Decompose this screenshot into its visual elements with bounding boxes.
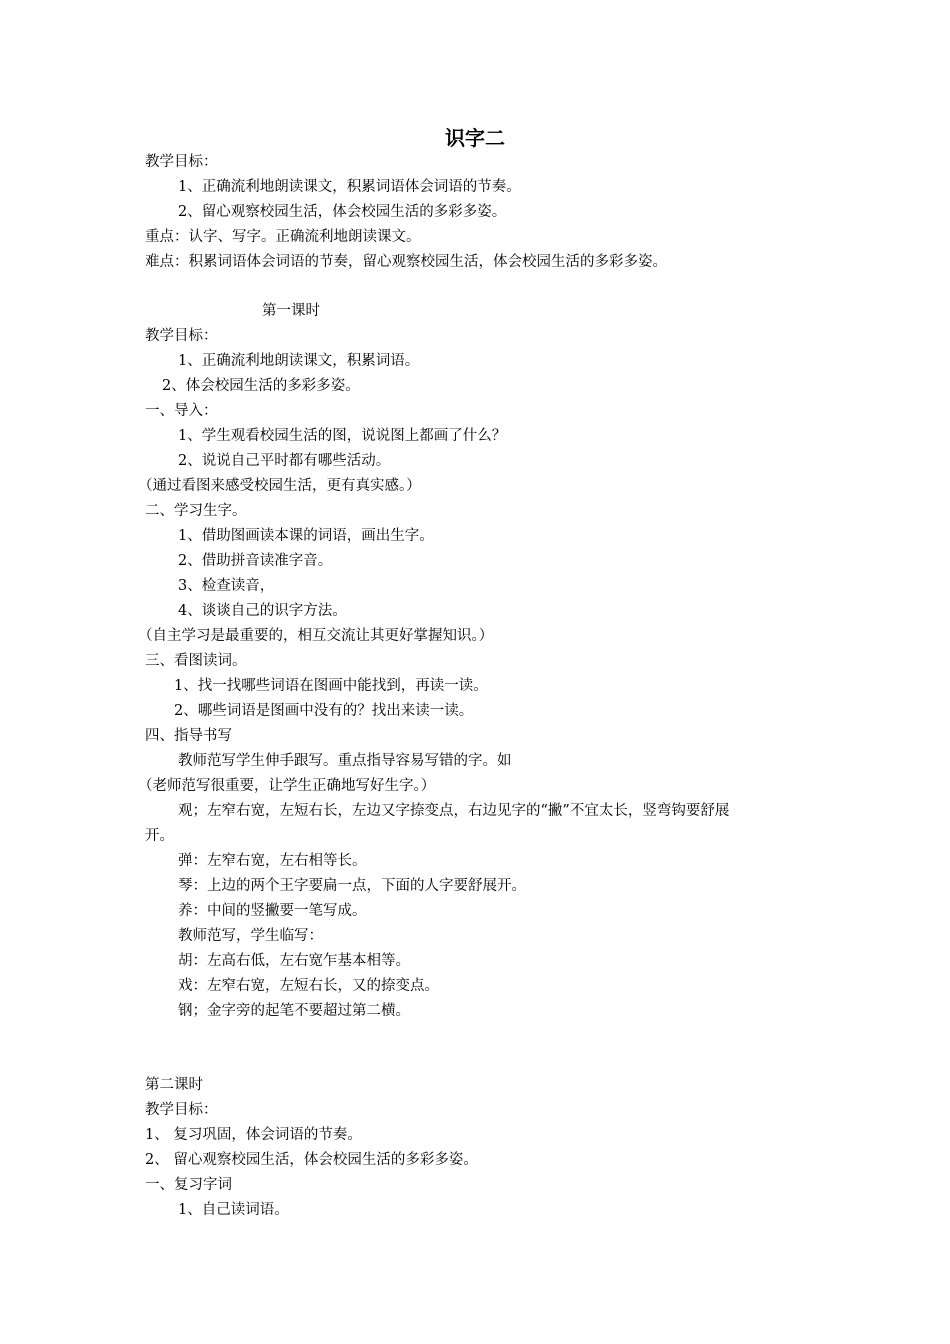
text-line: 1、正确流利地朗读课文，积累词语体会词语的节奏。 xyxy=(178,179,521,195)
text-line: （通过看图来感受校园生活，更有真实感。） xyxy=(138,478,421,494)
text-line: 弹：左窄右宽，左右相等长。 xyxy=(178,853,367,869)
text-line: 1、找一找哪些词语在图画中能找到，再读一读。 xyxy=(174,678,488,694)
text-line: 教师范写学生伸手跟写。重点指导容易写错的字。如 xyxy=(178,753,512,769)
text-line: 4、谈谈自己的识字方法。 xyxy=(178,603,347,619)
text-line: 二、学习生字。 xyxy=(145,503,247,519)
text-line: 三、看图读词。 xyxy=(145,653,247,669)
text-line: 2、体会校园生活的多彩多姿。 xyxy=(162,378,360,394)
text-line: 开。 xyxy=(145,828,174,844)
text-line: 1、借助图画读本课的词语，画出生字。 xyxy=(178,528,434,544)
text-line: 胡：左高右低，左右宽乍基本相等。 xyxy=(178,953,410,969)
text-line: 教学目标： xyxy=(145,154,218,170)
page-title: 识字二 xyxy=(445,126,505,150)
text-line: 教师范写，学生临写： xyxy=(178,928,323,944)
text-line: 观；左窄右宽，左短右长，左边又字捺变点，右边见字的“撇”不宜太长，竖弯钩要舒展 xyxy=(178,803,730,819)
text-line: 钢；金字旁的起笔不要超过第二横。 xyxy=(178,1003,410,1019)
text-line: 2、说说自己平时都有哪些活动。 xyxy=(178,453,391,469)
text-line: 教学目标： xyxy=(145,1102,218,1118)
text-line: 2、留心观察校园生活，体会校园生活的多彩多姿。 xyxy=(178,204,507,220)
text-line: （自主学习是最重要的，相互交流让其更好掌握知识。） xyxy=(138,628,494,644)
text-line: 3、检查读音， xyxy=(178,578,275,594)
text-line: 1、学生观看校园生活的图，说说图上都画了什么？ xyxy=(178,428,507,444)
text-line: 教学目标： xyxy=(145,328,218,344)
text-line: 琴：上边的两个王字要扁一点，下面的人字要舒展开。 xyxy=(178,878,526,894)
text-line: 重点：认字、写字。正确流利地朗读课文。 xyxy=(145,229,421,245)
text-line: 1、 复习巩固，体会词语的节奏。 xyxy=(145,1127,362,1143)
text-line: 一、复习字词 xyxy=(145,1177,232,1193)
text-line: 戏：左窄右宽，左短右长，又的捺变点。 xyxy=(178,978,439,994)
section-heading: 第一课时 xyxy=(262,303,320,319)
text-line: 养：中间的竖撇要一笔写成。 xyxy=(178,903,367,919)
text-line: 2、借助拼音读准字音。 xyxy=(178,553,333,569)
text-line: 2、 留心观察校园生活，体会校园生活的多彩多姿。 xyxy=(145,1152,478,1168)
text-line: 2、哪些词语是图画中没有的？找出来读一读。 xyxy=(174,703,474,719)
text-line: 1、正确流利地朗读课文，积累词语。 xyxy=(178,353,420,369)
text-line: 1、自己读词语。 xyxy=(178,1202,289,1218)
text-line: 难点：积累词语体会词语的节奏，留心观察校园生活，体会校园生活的多彩多姿。 xyxy=(145,254,667,270)
text-line: （老师范写很重要，让学生正确地写好生字。） xyxy=(138,778,436,794)
section-heading: 第二课时 xyxy=(145,1077,203,1093)
text-line: 一、导入： xyxy=(145,403,218,419)
text-line: 四、指导书写 xyxy=(145,728,232,744)
